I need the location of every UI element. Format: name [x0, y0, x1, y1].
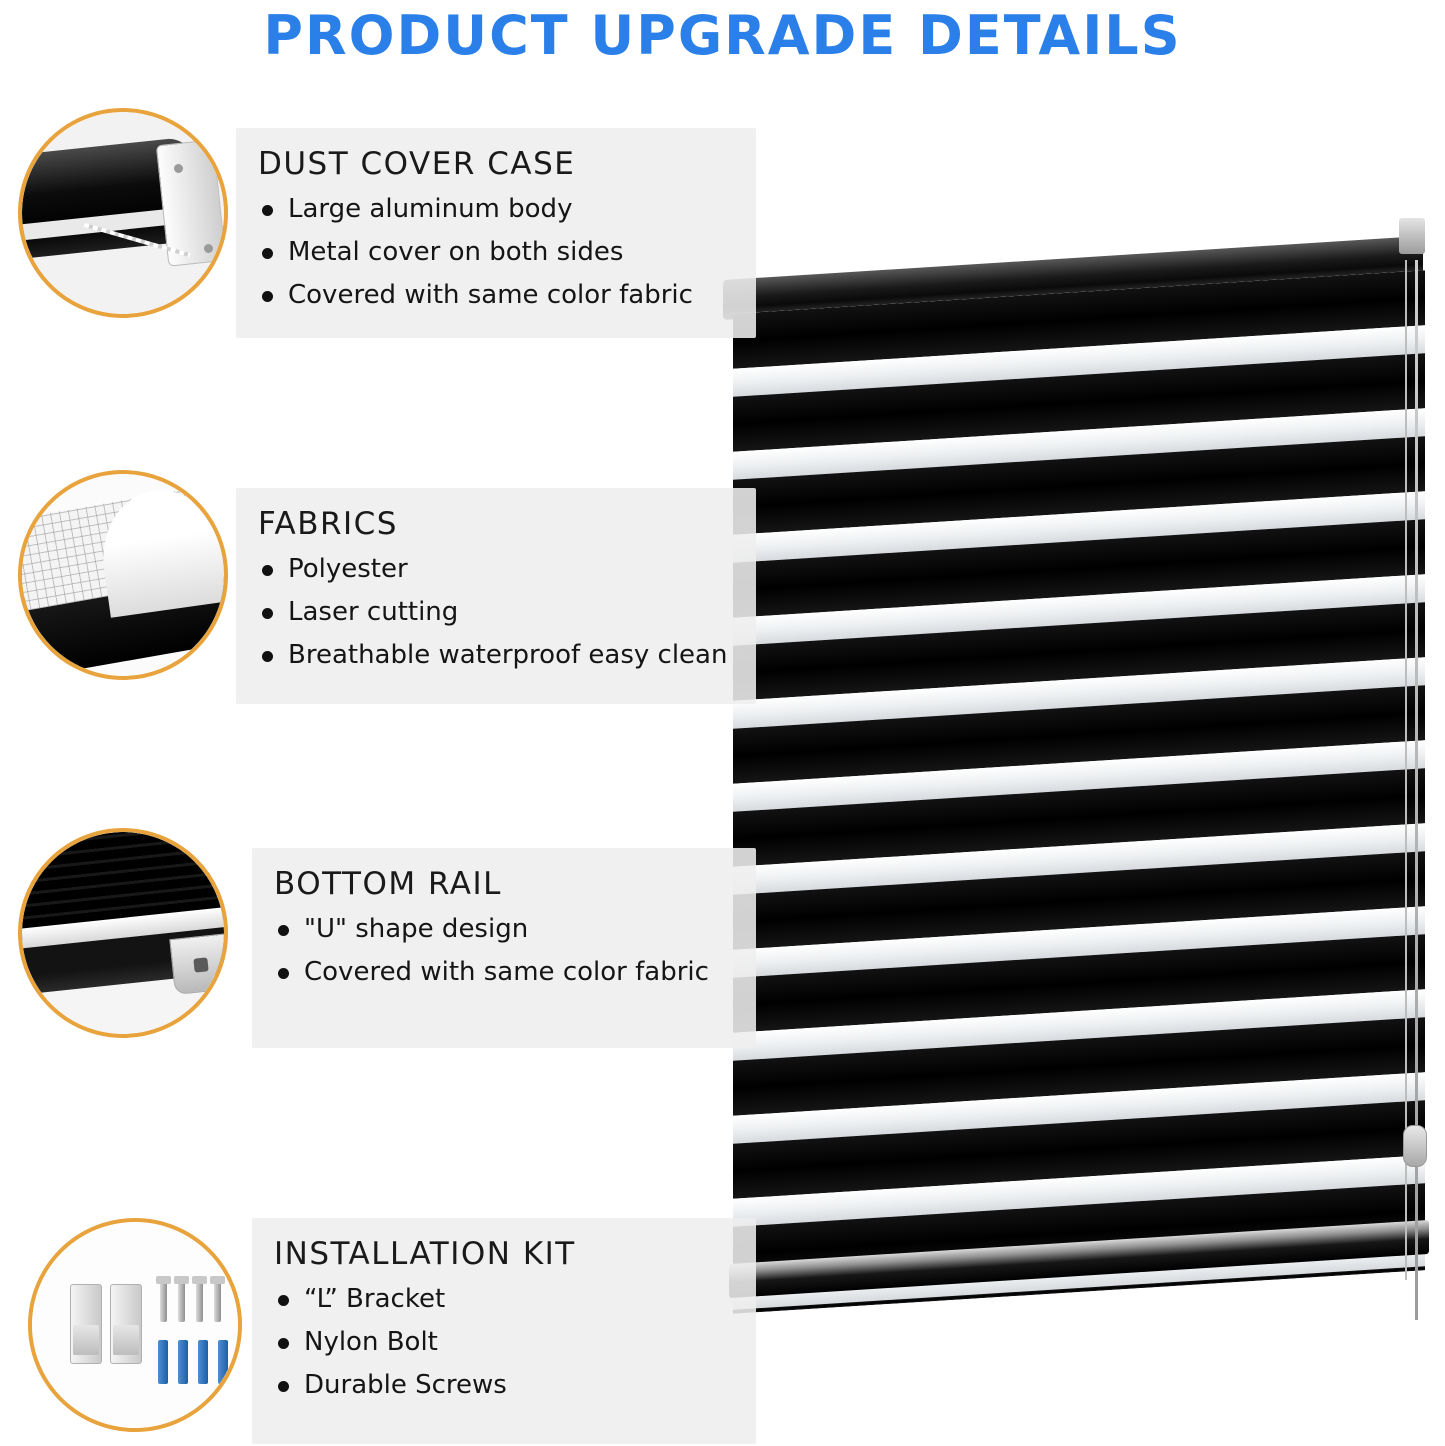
- fabrics-panel: [236, 488, 756, 704]
- blind-fabric: [733, 270, 1425, 1314]
- nylon-bolt-shape: [178, 1340, 188, 1384]
- list-item: Laser cutting: [258, 597, 734, 627]
- dust-cover-case-heading: DUST COVER CASE: [258, 146, 576, 182]
- list-item: Covered with same color fabric: [274, 957, 734, 987]
- list-item: Breathable waterproof easy clean: [258, 640, 734, 670]
- list-item: “L” Bracket: [274, 1284, 734, 1314]
- list-item: "U" shape design: [274, 914, 734, 944]
- blind-cord-weight: [1403, 1125, 1427, 1167]
- screw-shape: [160, 1280, 167, 1322]
- list-item: Metal cover on both sides: [258, 237, 734, 267]
- bottom-rail-bullets: [274, 914, 734, 987]
- installation-kit-bullets: [274, 1284, 734, 1400]
- page-title: PRODUCT UPGRADE DETAILS: [263, 4, 1182, 67]
- bottom-rail-photo: [18, 828, 228, 1038]
- installation-kit-photo: [28, 1218, 242, 1432]
- zebra-roller-blind: [715, 200, 1435, 1310]
- l-bracket-shape: [70, 1284, 102, 1364]
- bottom-rail-heading: BOTTOM RAIL: [274, 866, 502, 902]
- l-bracket-shape: [110, 1284, 142, 1364]
- nylon-bolt-shape: [158, 1340, 168, 1384]
- nylon-bolt-shape: [198, 1340, 208, 1384]
- screw-shape: [178, 1280, 185, 1322]
- nylon-bolt-shape: [218, 1340, 228, 1384]
- installation-kit-heading: INSTALLATION KIT: [274, 1236, 576, 1272]
- screw-shape: [214, 1280, 221, 1322]
- list-item: Durable Screws: [274, 1370, 734, 1400]
- dust-cover-case-photo: [18, 108, 228, 318]
- bottom-rail-panel: [252, 848, 756, 1048]
- list-item: Nylon Bolt: [274, 1327, 734, 1357]
- fabrics-bullets: [258, 554, 734, 670]
- dust-cover-case-panel: [236, 128, 756, 338]
- installation-kit-panel: [252, 1218, 756, 1444]
- fabric-closeup-photo: [18, 470, 228, 680]
- list-item: Covered with same color fabric: [258, 280, 734, 310]
- list-item: Large aluminum body: [258, 194, 734, 224]
- screw-shape: [196, 1280, 203, 1322]
- dust-cover-case-bullets: [258, 194, 734, 310]
- fabrics-heading: FABRICS: [258, 506, 398, 542]
- list-item: Polyester: [258, 554, 734, 584]
- blind-headrail-endcap: [1399, 218, 1425, 254]
